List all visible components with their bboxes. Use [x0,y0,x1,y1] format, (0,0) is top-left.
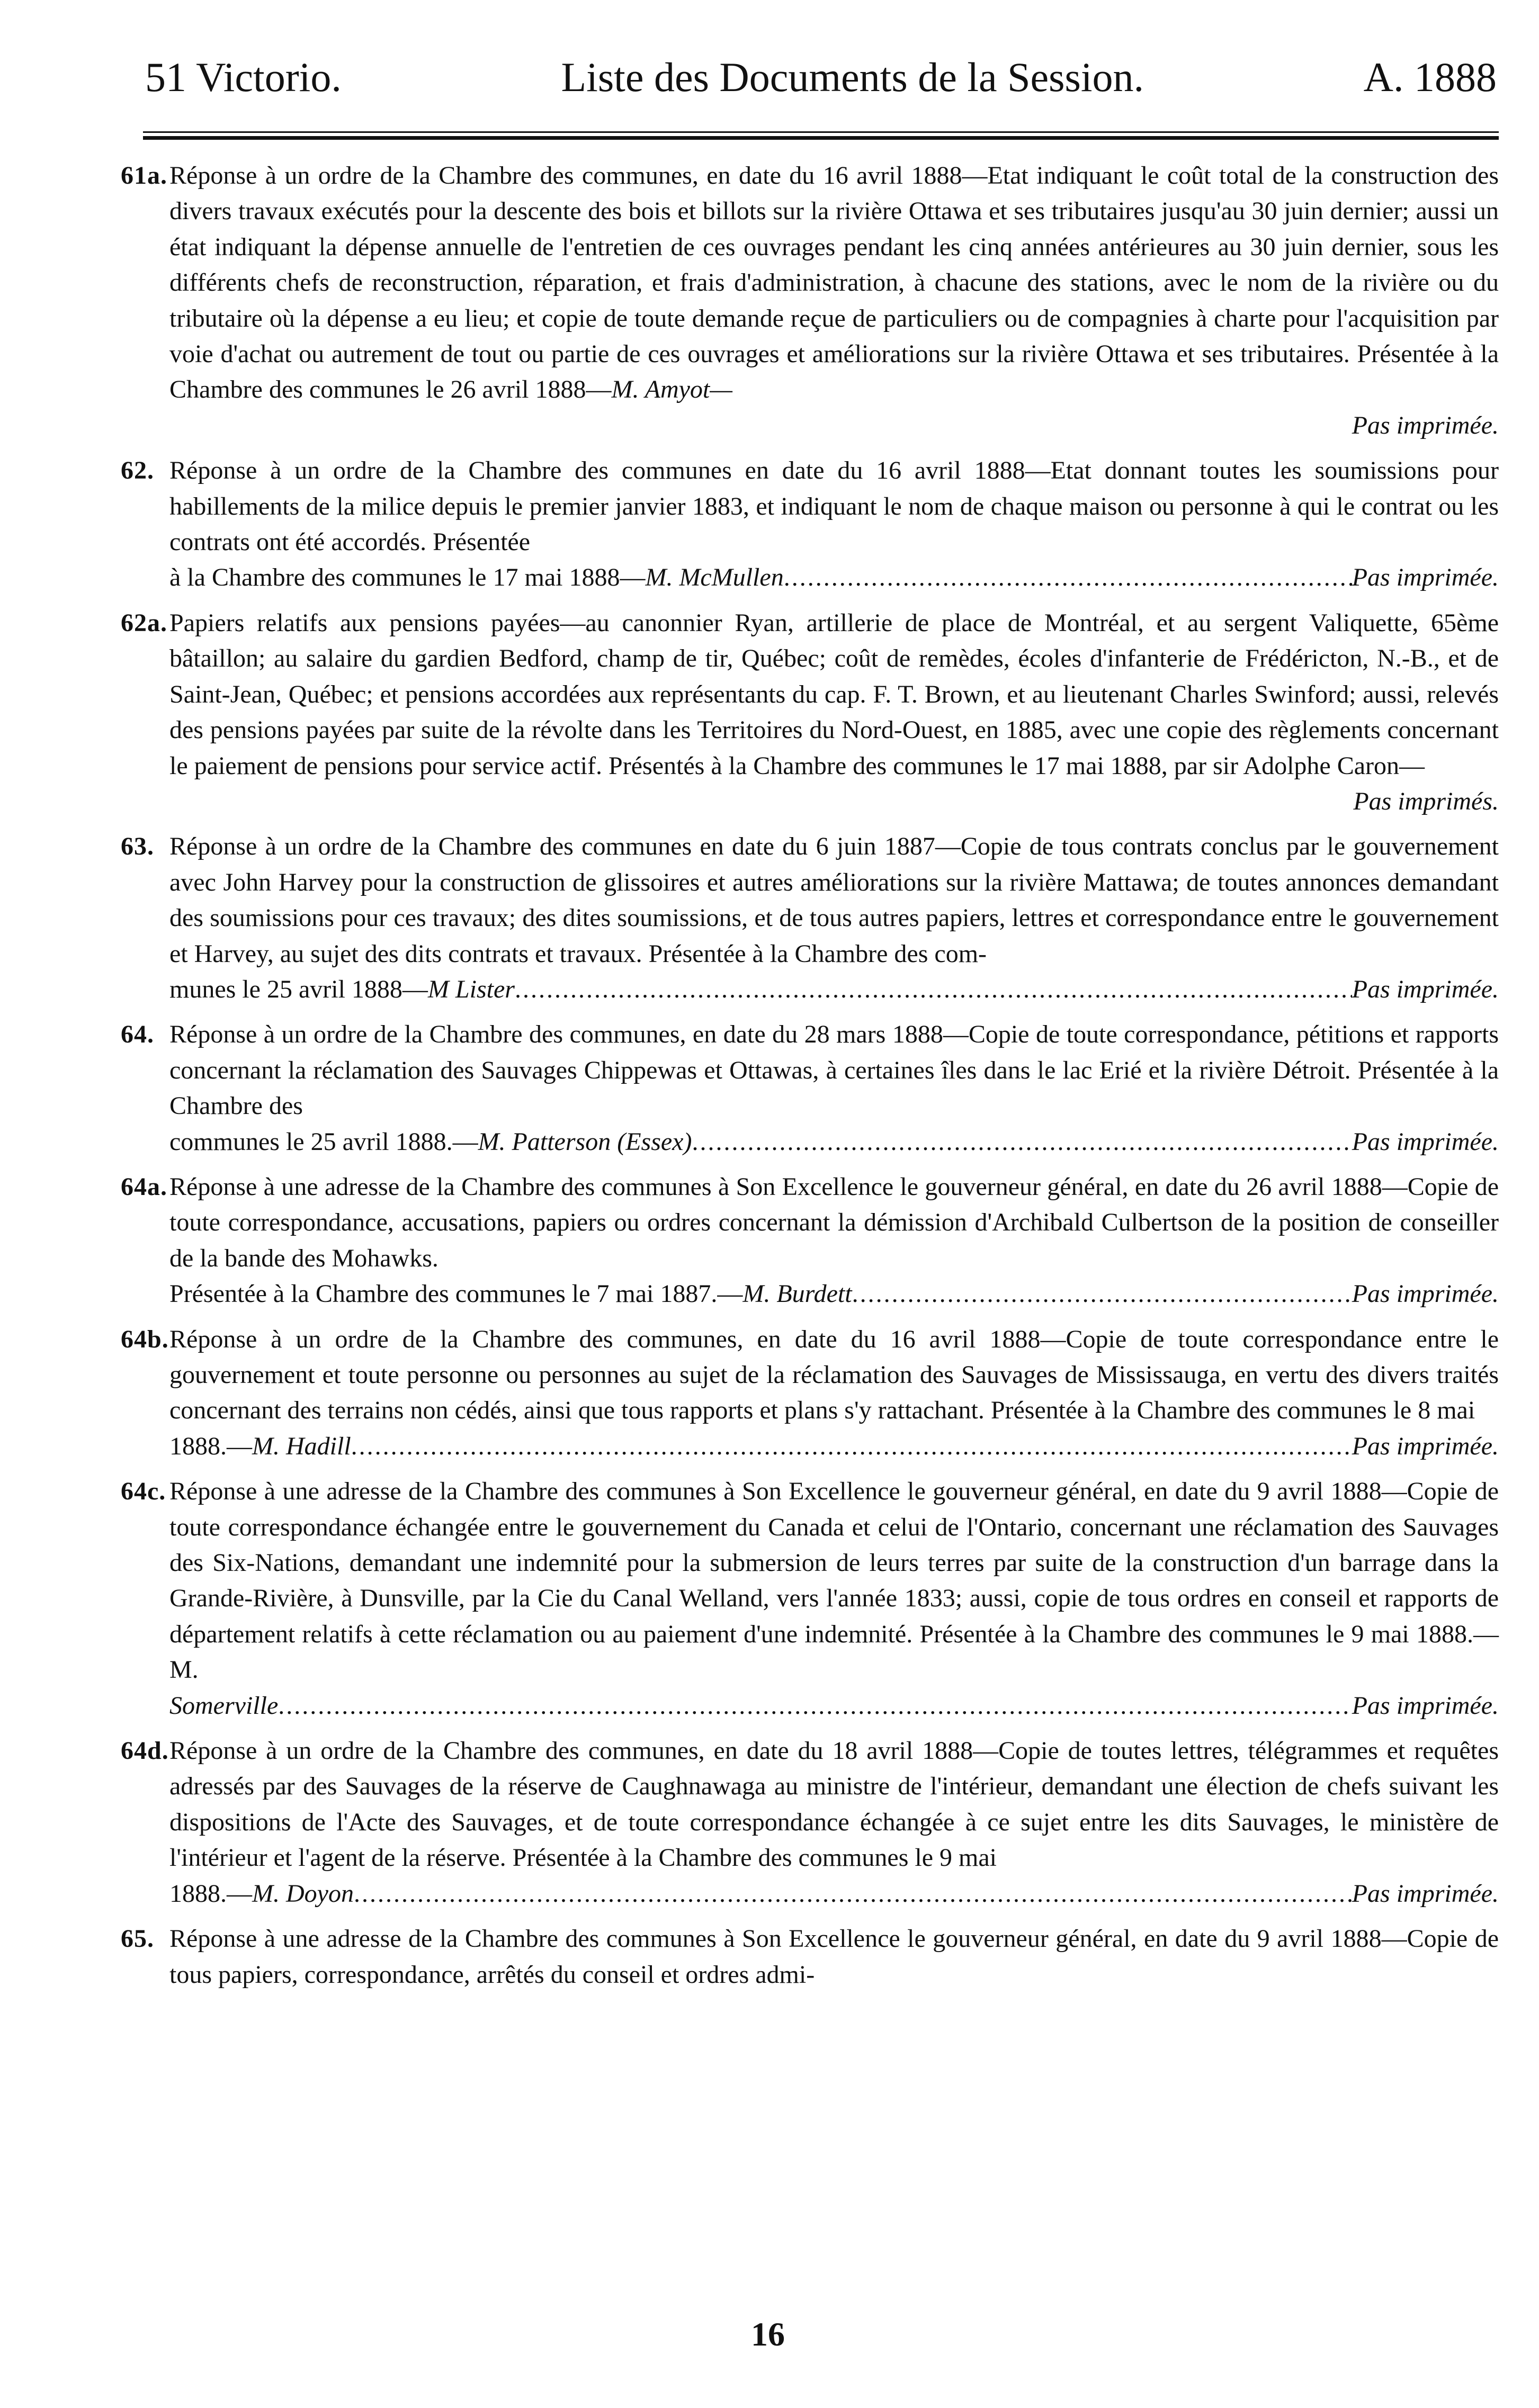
item-leader-line [169,1428,1499,1464]
item-last-line: 1888.— [169,1432,252,1460]
item-number: 62a. [121,608,167,637]
list-item [121,1017,1499,1160]
list-item [121,1921,1499,1992]
item-author: M. Amyot— [611,375,732,404]
item-author: M Lister [427,975,515,1003]
item-author: M. Burdett [742,1280,852,1308]
item-last-line: 1888.— [169,1879,252,1908]
list-item [121,829,1499,1007]
item-number: 64a. [121,1172,167,1201]
item-text: Réponse à une adresse de la Chambre des communes à Son Excellence le gouverneur général, en date du 9 avril 1888—Copie de tous papiers, correspondance, arrêtés du conseil et ordres admi- [169,1925,1499,1989]
item-number: 64c. [121,1477,166,1506]
item-last-line: communes le 25 avril 1888.— [169,1127,478,1156]
list-item [121,605,1499,819]
dot-leader [852,1276,1352,1311]
item-number: 64b. [121,1325,169,1353]
item-last-line: à la Chambre des communes le 17 mai 1888— [169,563,646,592]
header-rule-thin [143,131,1499,133]
dot-leader [351,1428,1352,1464]
item-text: Réponse à un ordre de la Chambre des communes en date du 6 juin 1887—Copie de tous contrats conclus par le gouvernement avec John Harvey pour la construction de glissoires et autres améliorations sur la rivière Mattawa; de toutes annonces demandant des soumissions pour ces travaux; des dites soumissions, et de tous autres papiers, lettres et correspondance entre le gouvernement et Harvey, au sujet des dits contrats et travaux. Présentée à la Chambre des com- [169,832,1499,968]
header-right: A. 1888 [1363,54,1497,100]
page-number: 16 [751,2315,785,2353]
list-item [121,1733,1499,1911]
item-text: Réponse à un ordre de la Chambre des communes en date du 16 avril 1888—Etat donnant toutes les soumissions pour habillements de la milice depuis le premier janvier 1883, et indiquant le nom de chaque maison ou personne à qui le contrat ou les contrats ont été accordés. Présentée [169,456,1499,556]
dot-leader [354,1876,1352,1911]
item-number: 64. [121,1020,154,1049]
header-left: 51 Victorio. [145,54,342,100]
document-page [121,51,1499,2002]
list-item [121,1322,1499,1464]
list-item [121,1473,1499,1723]
item-status: Pas imprimée. [1352,975,1499,1003]
item-number: 65. [121,1925,154,1953]
header-rule-thick [143,136,1499,140]
dot-leader [515,972,1352,1007]
item-leader-line [169,1124,1499,1160]
item-number: 61a. [121,161,167,190]
item-text: Réponse à un ordre de la Chambre des communes, en date du 16 avril 1888—Copie de toute correspondance entre le gouvernement et toute personne ou personnes au sujet de la réclamation des Sauvages de Mississauga, en vertu des divers traités concernant des terrains non cédés, ainsi que tous rapports et plans s'y rattachant. Présentée à la Chambre des communes le 8 mai [169,1325,1499,1425]
item-status: Pas imprimée. [1352,1879,1499,1908]
running-header [143,51,1499,104]
item-leader-line [169,1276,1499,1311]
dot-leader [784,560,1352,595]
list-item [121,453,1499,596]
item-author: Somerville [169,1691,279,1720]
item-leader-line [169,1876,1499,1911]
item-status: Pas imprimée. [1352,1691,1499,1720]
item-status: Pas imprimée. [1352,411,1499,439]
item-author: M. McMullen [645,563,784,592]
item-author: M. Patterson (Essex) [478,1127,692,1156]
dot-leader [278,1688,1352,1723]
dot-leader [692,1124,1352,1160]
item-text: Réponse à une adresse de la Chambre des communes à Son Excellence le gouverneur général, en date du 9 avril 1888—Copie de toute correspondance échangée entre le gouvernement du Canada et celui de l'Ontario, concernant une réclamation des Sauvages des Six-Nations, demandant une indemnité pour la submersion de leurs terres par suite de la construction d'un barrage dans la Grande-Rivière, à Dunsville, par la Cie du Canal Welland, vers l'année 1833; aussi, copie de tous ordres en conseil et rapports de département relatifs à cette réclamation ou au paiement d'une indemnité. Présentée à la Chambre des communes le 9 mai 1888.—M. [169,1477,1499,1684]
item-text: Papiers relatifs aux pensions payées—au canonnier Ryan, artillerie de place de Montréal, et au sergent Valiquette, 65ème bâtaillon; au salaire du gardien Bedford, champ de tir, Québec; coût de remèdes, écoles d'infanterie de Frédéricton, N.-B., et de Saint-Jean, Québec; et pensions accordées aux représentants du cap. F. T. Brown, et au lieutenant Charles Swinford; aussi, relevés des pensions payées par suite de la révolte dans les Territoires du Nord-Ouest, en 1885, avec une copie des règlements concernant le paiement de pensions pour service actif. Présentés à la Chambre des communes le 17 mai 1888, par sir Adolphe Caron— [169,608,1499,780]
item-number: 63. [121,832,154,861]
item-number: 62. [121,456,154,485]
item-last-line: Présentée à la Chambre des communes le 7 mai 1887.— [169,1280,743,1308]
item-status: Pas imprimés. [1353,787,1499,815]
item-leader-line [169,560,1499,595]
list-item [121,158,1499,443]
item-author: M. Hadill [252,1432,351,1460]
item-leader-line [169,972,1499,1007]
item-last-line: munes le 25 avril 1888— [169,975,428,1003]
list-item [121,1169,1499,1312]
item-text: Réponse à un ordre de la Chambre des communes, en date du 28 mars 1888—Copie de toute correspondance, pétitions et rapports concernant la réclamation des Sauvages Chippewas et Ottawas, à certaines îles dans le lac Erié et la rivière Détroit. Présentée à la Chambre des [169,1020,1499,1120]
item-text: Réponse à un ordre de la Chambre des communes, en date du 18 avril 1888—Copie de toutes lettres, télégrammes et requêtes adressés par des Sauvages de la réserve de Caughnawaga au ministre de l'intérieur, demandant une élection de chefs suivant les dispositions de l'Acte des Sauvages, et de toute correspondance échangée à ce sujet entre les dits Sauvages, le ministère de l'intérieur et l'agent de la réserve. Présentée à la Chambre des communes le 9 mai [169,1737,1499,1872]
item-status: Pas imprimée. [1352,1127,1499,1156]
item-leader-line [169,1688,1499,1723]
document-list [121,158,1499,1992]
item-status: Pas imprimée. [1352,1432,1499,1460]
header-title: Liste des Documents de la Session. [561,54,1144,100]
item-author: M. Doyon [252,1879,354,1908]
item-status: Pas imprimée. [1352,563,1499,592]
item-text: Réponse à une adresse de la Chambre des communes à Son Excellence le gouverneur général, en date du 26 avril 1888—Copie de toute correspondance, accusations, papiers ou ordres concernant la démission d'Archibald Culbertson de la position de conseiller de la bande des Mohawks. [169,1172,1499,1272]
item-number: 64d. [121,1737,169,1765]
item-status: Pas imprimée. [1352,1280,1499,1308]
item-text: Réponse à un ordre de la Chambre des communes, en date du 16 avril 1888—Etat indiquant le coût total de la construction des divers travaux exécutés pour la descente des bois et billots sur la rivière Ottawa et ses tributaires jusqu'au 30 juin dernier; aussi un état indiquant la dépense annuelle de l'entretien de ces ouvrages pendant les cinq années antérieures au 30 juin dernier, sous les différents chefs de reconstruction, réparation, et frais d'administration, à chacune des stations, avec le nom de la rivière ou du tributaire où la dépense a eu lieu; et copie de toute demande reçue de particuliers ou de compagnies à charte pour l'acquisition par voie d'achat ou autrement de tout ou partie de ces ouvrages et améliorations sur la rivière Ottawa et ses tributaires. Présentée à la Chambre des communes le 26 avril 1888— [169,161,1499,404]
